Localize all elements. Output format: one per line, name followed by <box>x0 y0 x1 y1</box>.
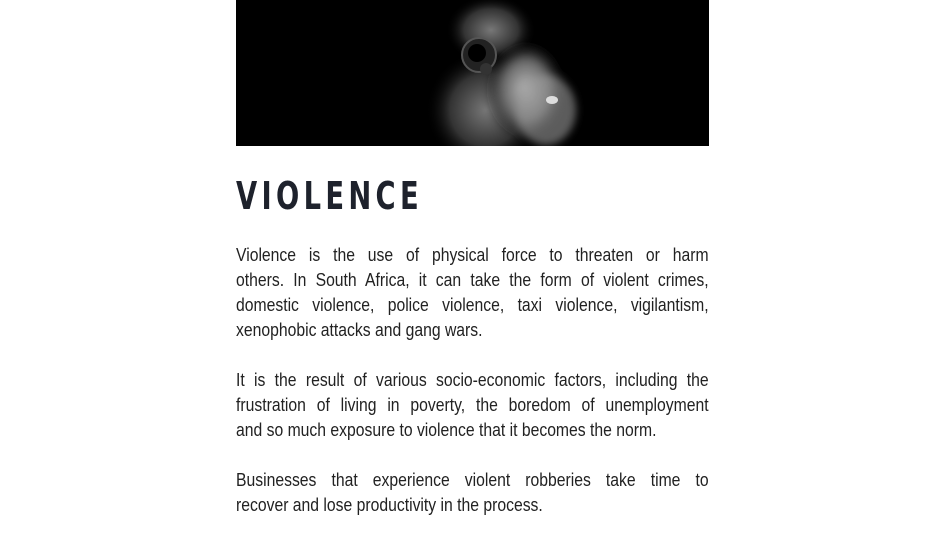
text-line: recover and lose productivity in the process. <box>236 494 543 515</box>
text-line: Businesses that experience violent robberies take time to <box>236 469 709 490</box>
paragraph-2 <box>236 367 709 442</box>
text-line: xenophobic attacks and gang wars. <box>236 319 483 340</box>
article-body <box>236 242 709 542</box>
paragraph-3 <box>236 467 709 517</box>
hero-image <box>236 0 709 146</box>
text-line: Violence is the use of physical force to threaten or harm <box>236 244 709 265</box>
text-line: and so much exposure to violence that it becomes the norm. <box>236 419 657 440</box>
text-line: It is the result of various socio-economic factors, including the <box>236 369 709 390</box>
page-title: VIOLENCE <box>236 174 423 218</box>
text-line: domestic violence, police violence, taxi violence, vigilantism, <box>236 294 709 315</box>
gun-photo-icon <box>236 0 709 146</box>
text-line: others. In South Africa, it can take the form of violent crimes, <box>236 269 709 290</box>
text-line: frustration of living in poverty, the boredom of unemployment <box>236 394 709 415</box>
paragraph-1 <box>236 242 709 342</box>
